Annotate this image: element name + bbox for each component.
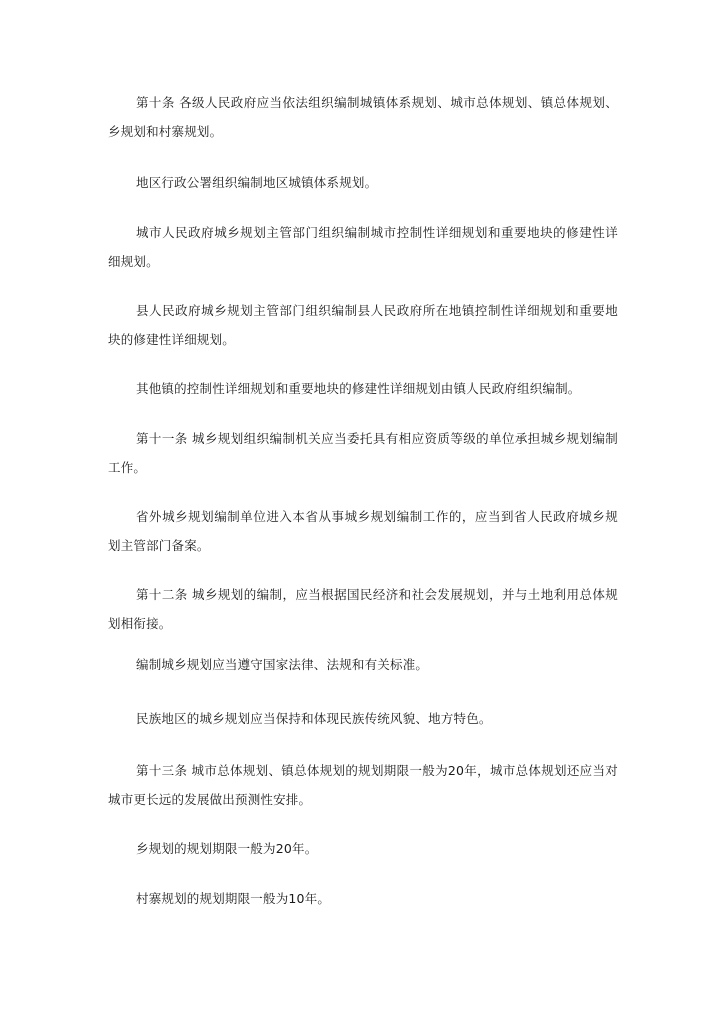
article-11-paragraph: 第十一条 城乡规划组织编制机关应当委托具有相应资质等级的单位承担城乡规划编制工作。 bbox=[108, 431, 618, 475]
article-10-paragraph: 第十条 各级人民政府应当依法组织编制城镇体系规划、城市总体规划、镇总体规划、乡规划和村寨规划。 bbox=[108, 95, 618, 139]
village-plan-period-paragraph: 村寨规划的规划期限一般为10年。 bbox=[136, 891, 331, 906]
article-13-paragraph: 第十三条 城市总体规划、镇总体规划的规划期限一般为20年，城市总体规划还应当对城市更长远的发展做出预测性安排。 bbox=[108, 763, 618, 807]
other-town-planning-paragraph: 其他镇的控制性详细规划和重要地块的修建性详细规划由镇人民政府组织编制。 bbox=[136, 381, 581, 396]
regional-planning-paragraph: 地区行政公署组织编制地区城镇体系规划。 bbox=[136, 175, 378, 190]
city-detailed-planning-paragraph: 城市人民政府城乡规划主管部门组织编制城市控制性详细规划和重要地块的修建性详细规划。 bbox=[108, 225, 618, 269]
article-12-paragraph: 第十二条 城乡规划的编制，应当根据国民经济和社会发展规划，并与土地利用总体规划相衔接。 bbox=[108, 587, 618, 631]
township-plan-period-paragraph: 乡规划的规划期限一般为20年。 bbox=[136, 841, 318, 856]
ethnic-areas-paragraph: 民族地区的城乡规划应当保持和体现民族传统风貌、地方特色。 bbox=[136, 711, 492, 726]
out-of-province-filing-paragraph: 省外城乡规划编制单位进入本省从事城乡规划编制工作的，应当到省人民政府城乡规划主管部门备案。 bbox=[108, 509, 618, 553]
county-detailed-planning-paragraph: 县人民政府城乡规划主管部门组织编制县人民政府所在地镇控制性详细规划和重要地块的修建性详细规划。 bbox=[108, 303, 618, 347]
standards-compliance-paragraph: 编制城乡规划应当遵守国家法律、法规和有关标准。 bbox=[136, 657, 429, 672]
